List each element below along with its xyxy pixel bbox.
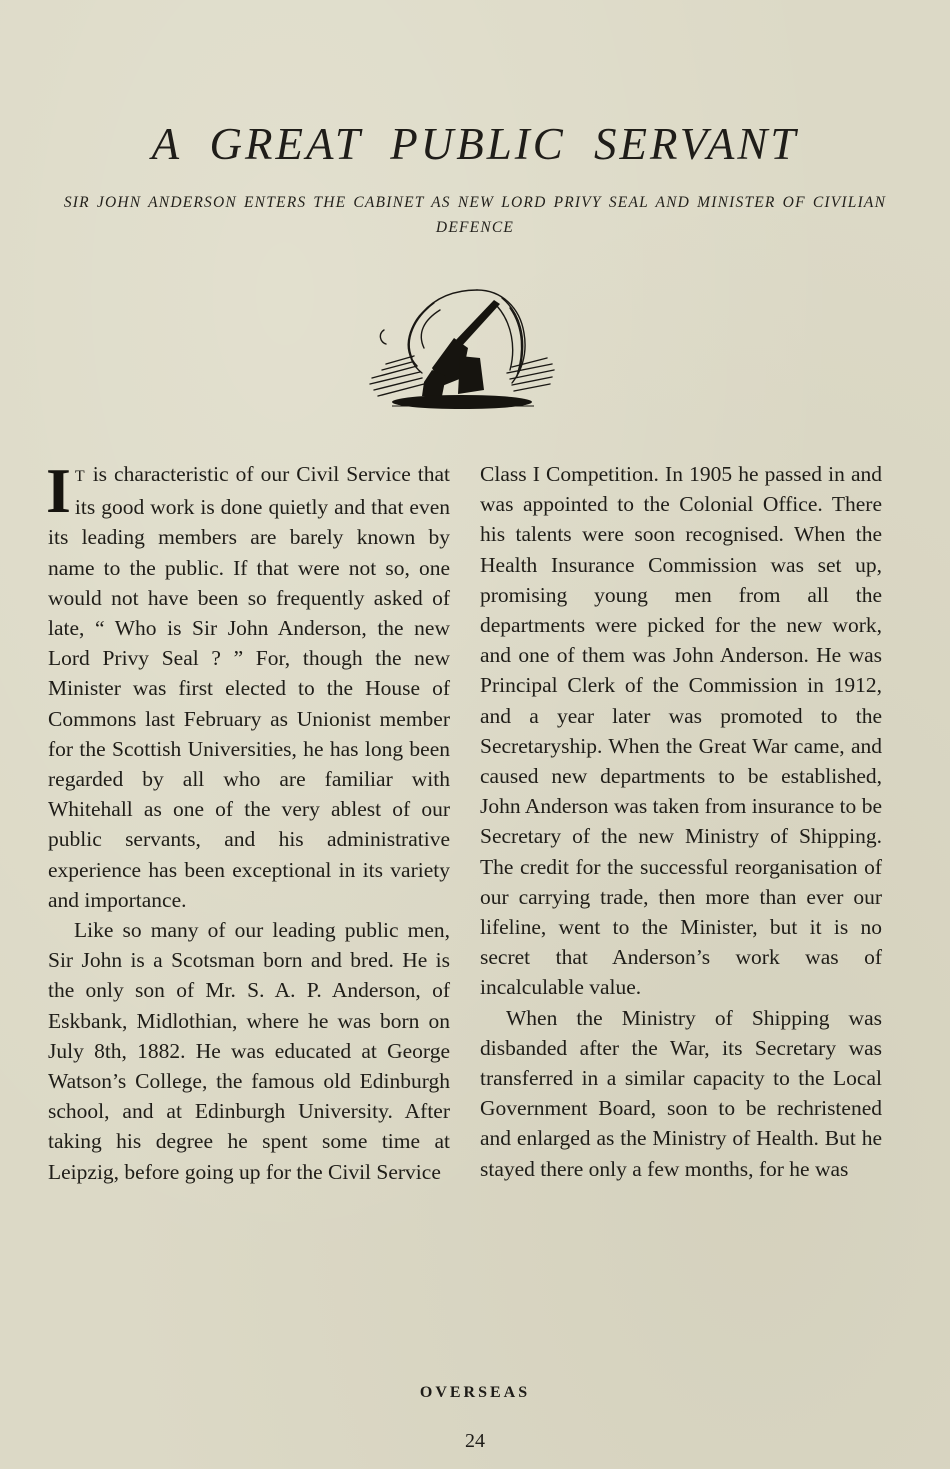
publication-name: OVERSEAS bbox=[419, 1384, 531, 1401]
paragraph-2: Like so many of our leading public men, Sir John is a Scotsman born and bred. He is the only son of Mr. S. A. P. Anderson, of Eskbank, Midlothian, where he was born on July 8th, 1882. He was educated at George Watson’s College, the famous old Edinburgh school, and at Edinburgh University. After taking his degree he spent some time at Leipzig, before going up for the Civil Service bbox=[48, 918, 450, 1184]
drop-cap: I bbox=[46, 455, 71, 526]
article-subtitle: SIR JOHN ANDERSON ENTERS THE CABINET AS NEW LORD PRIVY SEAL AND MINISTER OF CIVILIAN DEFENCE bbox=[63, 194, 887, 236]
right-column bbox=[480, 459, 882, 1184]
paragraph-1 bbox=[46, 455, 450, 915]
anti-aircraft-gun-icon bbox=[362, 278, 562, 418]
drop-cap-continuation: T bbox=[74, 468, 86, 485]
paragraph-3: Class I Competition. In 1905 he passed in and was appointed to the Colonial Office. There his talents were soon recognised. When the Health Insurance Commission was set up, promising young men from all the departments were picked for the new work, and one of them was John Anderson. He was Principal Clerk of the Commission in 1912, and a year later was promoted to the Secretaryship. When the Great War came, and caused new departments to be established, John Anderson was taken from insurance to be Secretary of the new Ministry of Shipping. The credit for the successful reorganisation of our carrying trade, then more than ever our lifeline, went to the Minister, but it is no secret that Anderson’s work was of incalculable value. bbox=[480, 462, 882, 1000]
paragraph-4: When the Ministry of Shipping was disbanded after the War, its Secretary was transferred in a similar capacity to the Local Government Board, soon to be rechristened and enlarged as the Ministry of Health. But he stayed there only a few months, for he was bbox=[480, 1005, 882, 1181]
page-number: 24 bbox=[465, 1430, 485, 1452]
left-column bbox=[46, 455, 450, 1187]
article-title: A GREAT PUBLIC SERVANT bbox=[151, 119, 799, 169]
paragraph-1-text: is characteristic of our Civil Service that its good work is done quietly and that even its leading members are barely known by name to the public. If that were not so, one would not have been so frequently asked of late, “ Who is Sir John Anderson, the new Lord Privy Seal ? ” For, though the new Minister was first elected to the House of Commons last February as Unionist member for the Scottish Universities, he has long been regarded by all who are familiar with Whitehall as one of the very ablest of our public servants, and his administrative experience has been exceptional in its variety and importance. bbox=[48, 462, 450, 912]
